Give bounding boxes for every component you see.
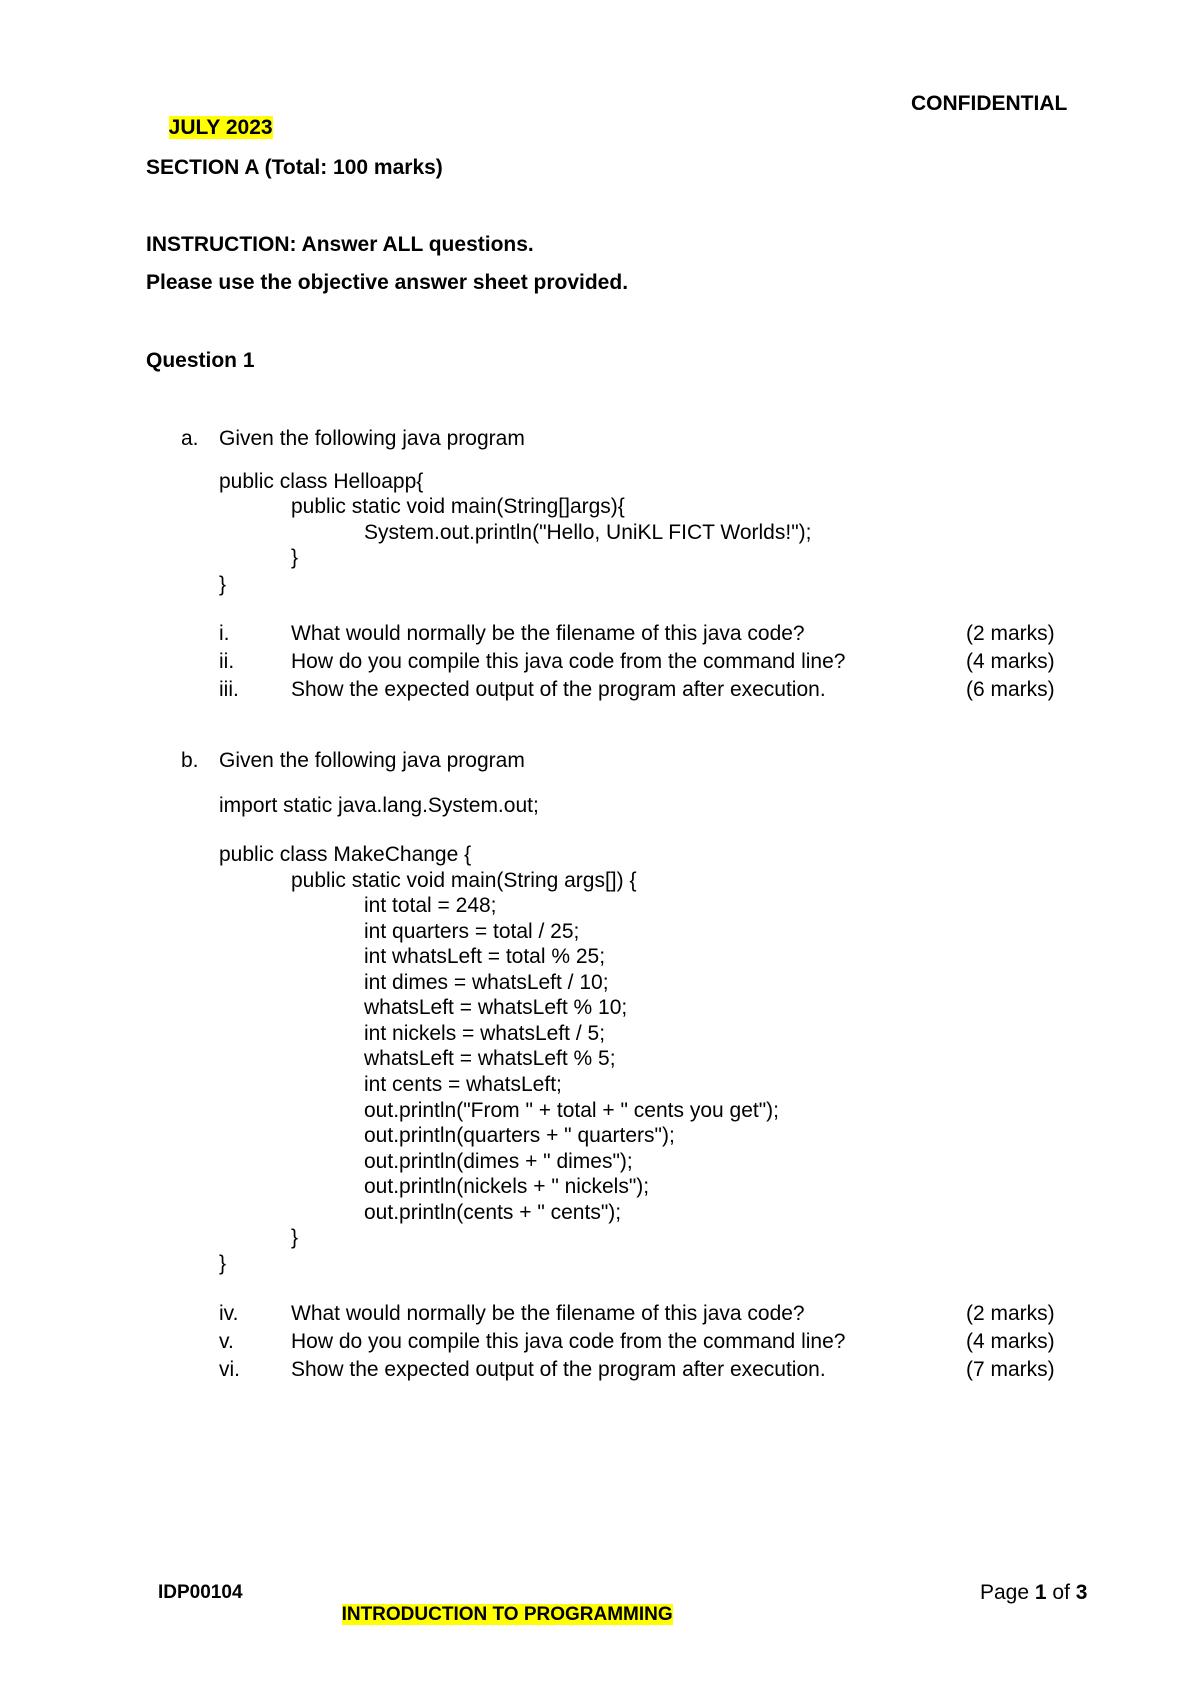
subquestion-number: v. — [219, 1330, 234, 1353]
import-line: import static java.lang.System.out; — [219, 794, 539, 817]
part-a-prompt: Given the following java program — [219, 427, 525, 450]
subquestion-marks: (2 marks) — [966, 622, 1055, 645]
code-line: public class Helloapp{ — [219, 470, 424, 493]
part-b-prompt: Given the following java program — [219, 749, 525, 772]
code-line: } — [219, 1252, 227, 1275]
subquestion-marks: (4 marks) — [966, 1330, 1055, 1353]
code-line: } — [219, 573, 227, 596]
exam-date: JULY 2023 — [168, 116, 273, 139]
subquestion-text: Show the expected output of the program after execution. — [291, 678, 826, 701]
code-line: whatsLeft = whatsLeft % 5; — [364, 1047, 616, 1070]
code-line: out.println(quarters + " quarters"); — [364, 1124, 675, 1147]
page-current: 1 — [1034, 1581, 1047, 1604]
subquestion-text: What would normally be the filename of this java code? — [291, 622, 805, 645]
instruction-line-1: INSTRUCTION: Answer ALL questions. — [146, 233, 534, 256]
part-a-label: a. — [181, 427, 199, 450]
page-total: 3 — [1075, 1581, 1088, 1604]
subquestion-text: How do you compile this java code from the command line? — [291, 1330, 846, 1353]
code-line: int quarters = total / 25; — [364, 920, 580, 943]
subquestion-number: iii. — [219, 678, 239, 701]
subquestion-text: Show the expected output of the program after execution. — [291, 1358, 826, 1381]
code-line: int nickels = whatsLeft / 5; — [364, 1022, 606, 1045]
code-line: } — [291, 1226, 299, 1249]
subquestion-text: How do you compile this java code from the command line? — [291, 650, 846, 673]
section-title: SECTION A (Total: 100 marks) — [146, 156, 443, 179]
subquestion-number: vi. — [219, 1358, 240, 1381]
confidential-label: CONFIDENTIAL — [911, 92, 1068, 115]
code-line: public static void main(String[]args){ — [291, 495, 625, 518]
subquestion-marks: (4 marks) — [966, 650, 1055, 673]
code-line: System.out.println("Hello, UniKL FICT Worlds!"); — [364, 521, 812, 544]
code-line: out.println(cents + " cents"); — [364, 1201, 622, 1224]
part-b-label: b. — [181, 749, 199, 772]
subquestion-number: iv. — [219, 1302, 239, 1325]
question-title: Question 1 — [146, 349, 255, 372]
subquestion-marks: (2 marks) — [966, 1302, 1055, 1325]
code-line: int total = 248; — [364, 894, 497, 917]
subquestion-number: i. — [219, 622, 230, 645]
subquestion-number: ii. — [219, 650, 235, 673]
code-line: out.println(dimes + " dimes"); — [364, 1150, 633, 1173]
course-name: INTRODUCTION TO PROGRAMMING — [341, 1604, 673, 1625]
code-line: int whatsLeft = total % 25; — [364, 945, 606, 968]
code-line: int dimes = whatsLeft / 10; — [364, 971, 609, 994]
code-line: int cents = whatsLeft; — [364, 1073, 562, 1096]
page-of: of — [1046, 1581, 1076, 1604]
code-line: whatsLeft = whatsLeft % 10; — [364, 996, 628, 1019]
code-line: public static void main(String args[]) { — [291, 869, 637, 892]
instruction-line-2: Please use the objective answer sheet provided. — [146, 271, 629, 294]
page-number — [980, 1581, 1087, 1605]
code-line: } — [291, 546, 299, 569]
code-line: out.println(nickels + " nickels"); — [364, 1175, 650, 1198]
course-code: IDP00104 — [158, 1582, 243, 1603]
subquestion-marks: (7 marks) — [966, 1358, 1055, 1381]
subquestion-marks: (6 marks) — [966, 678, 1055, 701]
page-prefix: Page — [980, 1581, 1035, 1604]
code-line: public class MakeChange { — [219, 843, 472, 866]
code-line: out.println("From " + total + " cents you get"); — [364, 1099, 779, 1122]
subquestion-text: What would normally be the filename of this java code? — [291, 1302, 805, 1325]
